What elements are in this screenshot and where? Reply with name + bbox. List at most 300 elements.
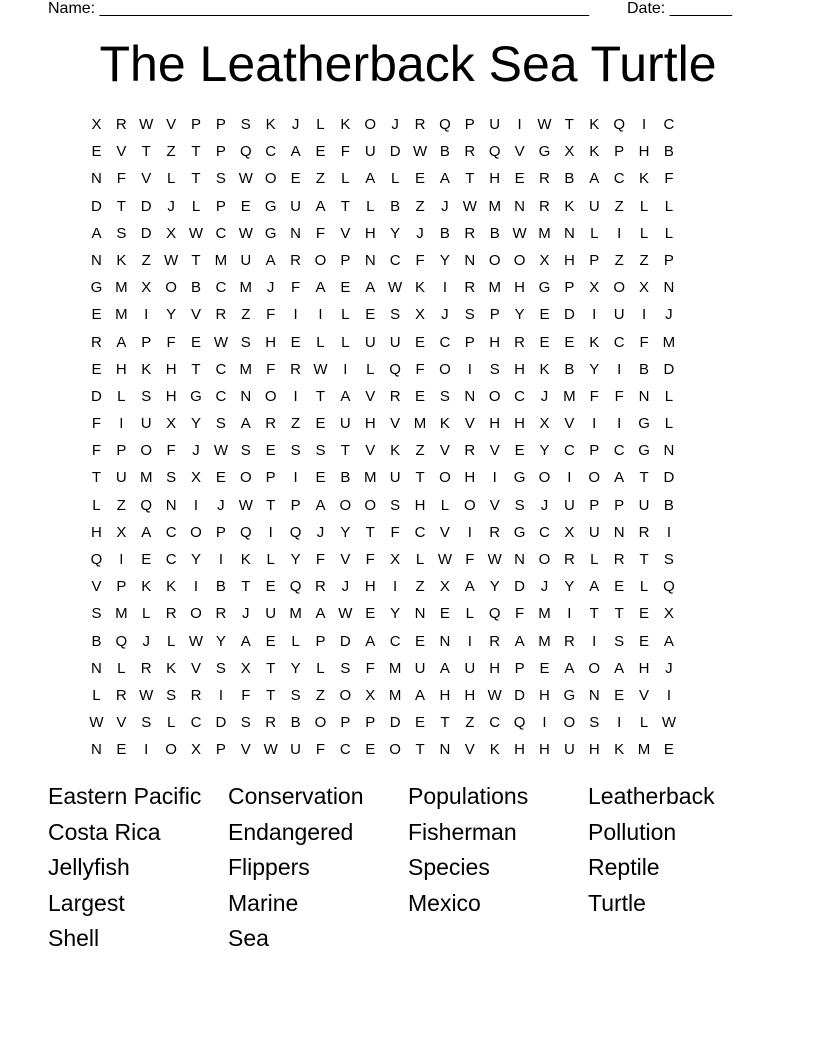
grid-letter: S [215,415,226,433]
grid-letter: I [218,551,223,568]
grid-letter: X [390,551,401,568]
grid-letter: N [364,251,376,269]
grid-letter: I [144,306,149,324]
grid-letter: I [144,741,149,759]
grid-letter: O [264,387,277,405]
grid-letter: M [538,632,551,650]
grid-letter: N [464,387,476,405]
grid-letter: U [290,741,301,759]
grid-letter: F [515,605,525,623]
grid-letter: R [613,551,625,568]
grid-letter: H [489,659,501,677]
grid-letter: Z [415,578,425,596]
grid-letter: S [614,632,625,650]
grid-letter: P [191,116,202,133]
grid-row [84,739,732,766]
grid-letter: W [487,686,502,704]
grid-letter: C [215,387,227,405]
grid-letter: Q [90,551,103,568]
grid-letter: O [588,469,601,487]
grid-letter: W [487,551,502,568]
grid-letter: G [638,415,650,433]
grid-letter: E [315,143,326,161]
grid-row [84,685,732,712]
grid-letter: U [389,333,401,351]
grid-letter: W [661,714,677,732]
grid-letter: S [290,442,301,460]
grid-letter: H [489,415,501,433]
grid-letter: L [341,333,350,351]
grid-letter: I [592,632,597,650]
grid-letter: J [266,279,275,297]
grid-letter: F [91,442,102,460]
grid-row [84,168,732,195]
grid-letter: H [364,578,376,596]
grid-letter: I [567,605,572,623]
grid-letter: F [614,387,624,405]
grid-letter: W [437,551,452,568]
grid-letter: F [266,360,276,378]
grid-letter: A [240,632,251,650]
grid-letter: V [116,143,127,161]
grid-row [84,332,732,359]
word-list-item: Costa Rica [48,818,161,845]
grid-letter: S [390,496,401,514]
grid-letter: K [589,116,600,133]
grid-letter: H [514,360,525,378]
grid-letter: E [265,578,276,596]
grid-letter: F [166,333,176,351]
grid-letter: K [116,251,127,269]
grid-letter: V [464,741,475,759]
grid-letter: V [240,741,251,759]
grid-letter: E [365,605,376,623]
grid-letter: Y [340,523,351,541]
grid-letter: U [240,251,252,269]
grid-letter: A [365,279,376,297]
grid-letter: I [592,306,597,324]
grid-letter: Y [290,659,301,677]
grid-letter: H [115,360,127,378]
grid-letter: T [639,551,649,568]
grid-letter: R [265,714,277,732]
grid-row [84,467,732,494]
grid-letter: K [141,360,152,378]
grid-letter: T [191,170,201,188]
grid-letter: Q [488,605,501,623]
grid-letter: E [663,741,674,759]
grid-letter: W [139,686,154,704]
grid-letter: K [265,116,276,133]
grid-letter: C [613,333,625,351]
grid-letter: I [641,306,647,324]
grid-letter: R [115,686,127,704]
grid-letter: B [191,279,202,297]
grid-letter: K [564,197,575,215]
grid-letter: J [540,496,549,514]
grid-letter: A [240,415,251,433]
grid-letter: W [213,333,228,351]
grid-letter: E [614,686,625,704]
grid-letter: C [539,523,550,541]
grid-letter: O [513,251,526,269]
grid-letter: L [664,387,674,405]
grid-letter: M [214,251,228,269]
grid-letter: O [488,251,501,269]
grid-letter: I [617,415,622,433]
grid-letter: J [316,523,325,541]
grid-letter: P [215,197,226,215]
grid-letter: T [340,197,350,215]
grid-letter: L [166,632,176,650]
grid-letter: K [489,741,500,759]
grid-letter: Q [389,360,401,378]
grid-row [84,440,732,467]
grid-letter: T [440,714,450,732]
grid-letter: R [563,551,575,568]
grid-letter: R [91,333,102,351]
grid-letter: B [439,143,450,161]
grid-letter: M [488,279,501,297]
grid-letter: K [340,116,351,133]
grid-letter: U [489,116,501,133]
grid-letter: C [414,523,426,541]
grid-letter: O [339,686,352,704]
grid-row [84,413,732,440]
grid-row [84,359,732,386]
grid-letter: D [140,197,152,215]
grid-letter: H [514,415,525,433]
grid-letter: M [538,224,551,242]
grid-letter: K [539,360,550,378]
grid-letter: Y [390,224,401,242]
grid-letter: P [116,442,127,460]
grid-letter: P [564,279,575,297]
grid-letter: M [289,605,302,623]
grid-letter: W [164,251,179,269]
grid-letter: L [390,170,400,188]
grid-letter: X [91,116,102,133]
grid-letter: O [140,442,153,460]
grid-letter: N [439,741,451,759]
grid-letter: X [415,306,426,324]
grid-row [84,141,732,168]
grid-letter: Z [614,197,624,215]
grid-letter: W [313,360,328,378]
grid-letter: G [190,387,202,405]
grid-letter: D [663,469,675,487]
grid-letter: U [414,659,426,677]
grid-letter: D [514,686,525,704]
grid-letter: T [191,251,201,269]
grid-letter: M [662,333,676,351]
grid-letter: C [265,143,277,161]
grid-letter: Z [415,442,425,460]
grid-letter: E [365,306,376,324]
grid-row [84,223,732,250]
grid-row [84,114,732,141]
grid-letter: C [165,523,177,541]
grid-letter: N [514,551,525,568]
grid-letter: W [238,496,253,514]
grid-letter: K [166,578,177,596]
grid-letter: E [439,605,450,623]
grid-letter: H [265,333,277,351]
grid-letter: W [263,741,278,759]
grid-letter: N [663,279,675,297]
grid-letter: N [290,224,301,242]
grid-letter: I [293,387,298,405]
grid-letter: M [139,469,153,487]
grid-letter: W [412,143,428,161]
grid-letter: R [563,632,575,650]
grid-letter: N [414,605,426,623]
grid-row [84,658,732,685]
grid-letter: J [341,578,350,596]
grid-letter: E [539,333,550,351]
grid-letter: L [117,659,126,677]
grid-letter: J [217,496,225,514]
grid-letter: I [119,551,124,568]
grid-letter: A [614,659,625,677]
grid-letter: P [215,523,226,541]
grid-row [84,495,732,522]
grid-letter: Q [115,632,128,650]
grid-row [84,603,732,630]
grid-letter: M [115,306,128,324]
grid-letter: X [539,415,550,433]
grid-letter: I [193,578,199,596]
grid-letter: F [290,279,301,297]
grid-letter: S [240,333,251,351]
grid-letter: F [166,442,176,460]
grid-letter: K [141,578,152,596]
grid-letter: Q [488,143,501,161]
grid-letter: Y [489,578,500,596]
grid-letter: A [614,469,625,487]
grid-letter: V [166,116,177,133]
grid-letter: U [389,469,401,487]
grid-letter: R [140,659,152,677]
grid-letter: R [514,333,525,351]
grid-letter: U [613,306,625,324]
grid-letter: B [489,224,500,242]
grid-row [84,576,732,603]
grid-letter: R [464,143,476,161]
grid-letter: B [663,143,674,161]
grid-letter: O [538,551,551,568]
grid-letter: Q [663,578,675,596]
grid-letter: D [563,306,575,324]
grid-letter: S [589,714,600,732]
grid-letter: W [188,632,204,650]
grid-letter: T [241,578,251,596]
grid-letter: R [414,116,426,133]
grid-letter: M [239,360,253,378]
grid-letter: T [365,523,375,541]
grid-letter: F [390,523,400,541]
grid-letter: T [266,496,276,514]
grid-letter: C [613,442,625,460]
grid-letter: S [240,714,251,732]
grid-letter: P [315,632,326,650]
grid-letter: S [390,306,401,324]
grid-letter: I [193,496,199,514]
grid-letter: I [617,360,622,378]
grid-letter: T [116,197,126,215]
grid-letter: O [190,605,202,623]
grid-letter: K [415,279,426,297]
grid-letter: R [489,632,501,650]
grid-letter: Z [290,415,301,433]
grid-letter: P [589,251,600,269]
grid-letter: I [467,523,472,541]
grid-letter: A [315,496,326,514]
grid-letter: G [264,197,277,215]
word-list-item: Reptile [588,854,660,881]
grid-letter: O [563,714,576,732]
grid-letter: E [265,442,276,460]
grid-letter: A [91,224,102,242]
grid-letter: A [340,387,351,405]
grid-letter: L [92,496,101,514]
grid-letter: T [639,469,649,487]
grid-letter: Y [564,578,575,596]
grid-letter: R [464,224,476,242]
grid-letter: A [415,686,426,704]
grid-letter: W [388,279,403,297]
grid-letter: M [538,605,551,623]
grid-letter: V [489,442,500,460]
grid-letter: H [464,686,476,704]
grid-letter: H [539,741,550,759]
grid-letter: X [365,686,376,704]
grid-letter: E [415,387,426,405]
grid-letter: A [564,659,575,677]
grid-letter: H [464,469,476,487]
grid-letter: U [588,197,600,215]
grid-letter: O [364,116,377,133]
grid-letter: X [191,741,202,759]
grid-letter: T [141,143,151,161]
grid-letter: V [639,686,650,704]
grid-letter: B [340,469,351,487]
grid-letter: C [165,551,177,568]
grid-letter: U [339,415,351,433]
grid-letter: C [215,279,227,297]
grid-letter: I [666,686,672,704]
grid-letter: H [563,251,575,269]
grid-letter: Z [415,197,425,215]
grid-letter: L [291,632,300,650]
word-list-item: Mexico [408,889,481,916]
grid-letter: F [415,251,425,269]
grid-letter: S [240,442,251,460]
grid-letter: O [239,469,252,487]
grid-letter: L [316,659,325,677]
word-list-item: Populations [408,783,529,809]
grid-letter: Y [290,551,301,568]
grid-letter: C [489,714,501,732]
grid-letter: S [240,116,251,133]
grid-letter: O [488,387,501,405]
grid-letter: P [141,333,152,351]
grid-letter: Y [166,306,177,324]
grid-letter: S [340,659,351,677]
grid-letter: L [316,116,325,133]
grid-letter: M [413,415,427,433]
grid-letter: I [467,632,472,650]
grid-letter: I [492,469,497,487]
grid-letter: E [290,170,301,188]
grid-letter: K [589,333,600,351]
grid-letter: S [141,387,152,405]
grid-letter: C [439,333,451,351]
letter-grid [84,114,732,767]
grid-letter: R [290,251,301,269]
grid-letter: P [464,333,475,351]
grid-letter: G [638,442,650,460]
word-list-item: Shell [48,925,100,952]
grid-letter: P [489,306,500,324]
grid-letter: W [338,605,353,623]
grid-letter: S [514,496,525,514]
grid-letter: M [488,197,501,215]
grid-row [84,549,732,576]
grid-letter: U [265,605,277,623]
grid-letter: R [389,387,401,405]
grid-letter: K [639,170,650,188]
grid-letter: E [116,741,127,759]
grid-letter: F [315,551,326,568]
grid-letter: D [514,578,525,596]
grid-letter: Y [514,306,525,324]
grid-letter: B [390,197,401,215]
grid-letter: L [664,197,674,215]
grid-letter: Y [539,442,550,460]
grid-letter: A [663,632,674,650]
grid-letter: X [639,279,650,297]
grid-letter: P [340,714,351,732]
grid-letter: A [315,605,326,623]
grid-letter: N [165,496,177,514]
grid-letter: E [539,306,550,324]
grid-letter: E [514,442,525,460]
grid-letter: S [166,686,177,704]
grid-letter: L [92,686,101,704]
grid-letter: F [415,360,425,378]
grid-letter: G [563,686,576,704]
grid-letter: L [639,197,649,215]
grid-letter: H [91,523,102,541]
grid-letter: V [514,143,525,161]
grid-letter: W [512,224,527,242]
grid-letter: L [639,224,649,242]
grid-letter: E [415,333,426,351]
grid-letter: Q [289,578,302,596]
grid-letter: E [415,632,426,650]
grid-letter: J [192,442,200,460]
grid-letter: H [514,279,525,297]
grid-letter: J [391,116,399,133]
grid-letter: R [165,605,177,623]
grid-letter: I [343,360,348,378]
grid-letter: I [467,360,472,378]
grid-letter: O [613,279,625,297]
grid-letter: A [265,251,276,269]
grid-letter: L [590,551,599,568]
grid-letter: E [639,605,650,623]
